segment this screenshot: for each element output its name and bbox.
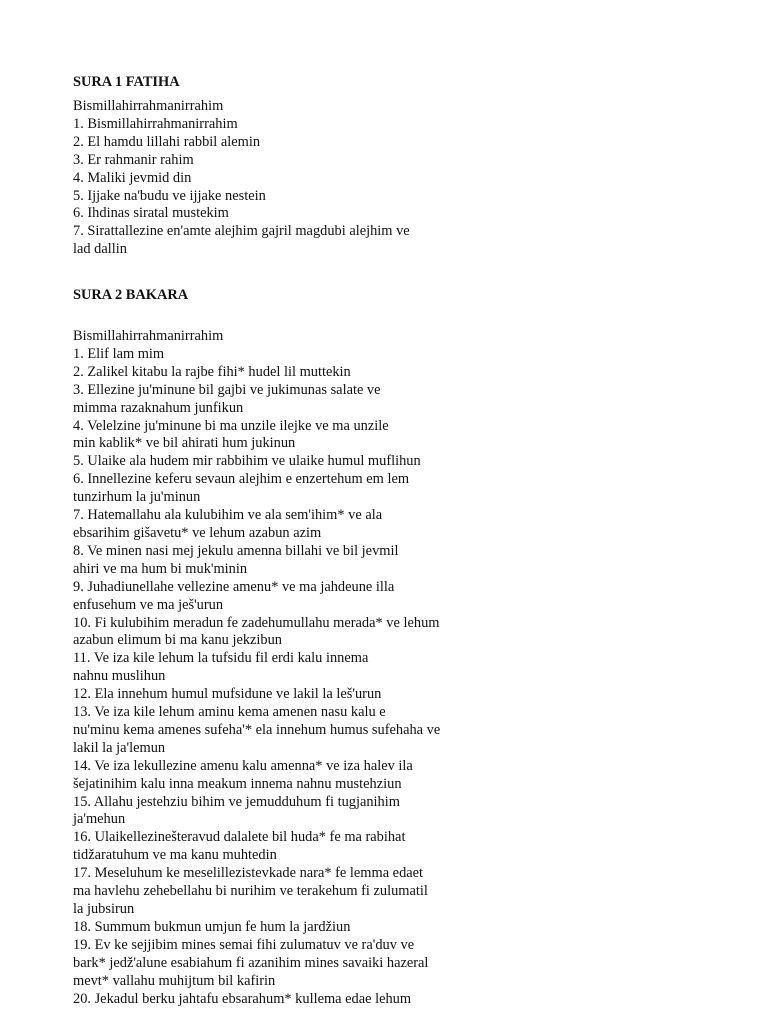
verse-line: ebsarihim gišavetu* ve lehum azabun azim <box>73 524 322 541</box>
verse-line: 5. Ijjake na'budu ve ijjake nestein <box>73 187 266 204</box>
verse-line: nu'minu kema amenes sufeha'* ela innehum humus sufehaha ve <box>73 721 441 738</box>
verse-line: 18. Summum bukmun umjun fe hum la jardžiun <box>73 918 351 935</box>
verse-line: 9. Juhadiunellahe vellezine amenu* ve ma jahdeune illa <box>73 578 395 595</box>
verse-line: min kablik* ve bil ahirati hum jukinun <box>73 435 296 452</box>
sura-2-text <box>73 328 440 1008</box>
verse-line: 10. Fi kulubihim meradun fe zadehumullahu merada* ve lehum <box>73 614 440 631</box>
verse-line: enfusehum ve ma ješ'urun <box>73 596 224 613</box>
verse-line: 1. Elif lam mim <box>73 345 165 362</box>
verse-line: nahnu muslihun <box>73 668 166 685</box>
verse-line: ja'mehun <box>73 811 126 828</box>
verse-line: bark* jedž'alune esabiahum fi azanihim mines savaiki hazeral <box>73 954 429 971</box>
sura-1-heading: SURA 1 FATIHA <box>73 74 180 90</box>
verse-line: 12. Ela innehum humul mufsidune ve lakil la leš'urun <box>73 686 382 703</box>
verse-line: 1. Bismillahirrahmanirrahim <box>73 115 238 132</box>
verse-line: 4. Maliki jevmid din <box>73 169 192 186</box>
verse-line: tunzirhum la ju'minun <box>73 489 201 506</box>
verse-line: Bismillahirrahmanirrahim <box>73 98 224 114</box>
verse-line: 15. Allahu jestehziu bihim ve jemudduhum fi tugjanihim <box>73 793 400 810</box>
verse-line: 3. Er rahmanir rahim <box>73 151 194 168</box>
verse-line: ma havlehu zehebellahu bi nurihim ve terakehum fi zulumatil <box>73 883 428 900</box>
verse-line: 7. Sirattallezine en'amte alejhim gajril magdubi alejhim ve <box>73 223 410 240</box>
verse-line: mevt* vallahu muhijtum bil kafirin <box>73 972 276 989</box>
verse-line: 2. Zalikel kitabu la rajbe fihi* hudel lil muttekin <box>73 363 351 380</box>
verse-line: 19. Ev ke sejjibim mines semai fihi zulumatuv ve ra'duv ve <box>73 936 415 953</box>
verse-line: 16. Ulaikellezinešteravud dalalete bil huda* fe ma rabihat <box>73 829 406 846</box>
verse-line: mimma razaknahum junfikun <box>73 399 244 416</box>
verse-line: lakil la ja'lemun <box>73 739 166 756</box>
verse-line: ahiri ve ma hum bi muk'minin <box>73 560 248 577</box>
verse-line: 3. Ellezine ju'minune bil gajbi ve jukimunas salate ve <box>73 381 381 398</box>
verse-line: 2. El hamdu lillahi rabbil alemin <box>73 133 261 150</box>
verse-line: 6. Innellezine keferu sevaun alejhim e enzertehum em lem <box>73 471 410 488</box>
verse-line: 8. Ve minen nasi mej jekulu amenna billahi ve bil jevmil <box>73 542 399 559</box>
verse-line: 20. Jekadul berku jahtafu ebsarahum* kullema edae lehum <box>73 990 412 1007</box>
verse-line: 7. Hatemallahu ala kulubihim ve ala sem'ihim* ve ala <box>73 507 383 524</box>
sura-2-heading: SURA 2 BAKARA <box>73 287 189 303</box>
verse-line: 6. Ihdinas siratal mustekim <box>73 205 229 222</box>
verse-line: Bismillahirrahmanirrahim <box>73 328 224 344</box>
sura-1-text <box>73 98 410 259</box>
verse-line: lad dallin <box>73 241 127 258</box>
verse-line: 14. Ve iza lekullezine amenu kalu amenna* ve iza halev ila <box>73 757 413 774</box>
verse-line: tidžaratuhum ve ma kanu muhtedin <box>73 847 277 864</box>
verse-line: šejatinihim kalu inna meakum innema nahnu mustehziun <box>73 775 402 792</box>
verse-line: 4. Velelzine ju'minune bi ma unzile ilejke ve ma unzile <box>73 417 389 434</box>
verse-line: la jubsirun <box>73 901 135 917</box>
verse-line: 5. Ulaike ala hudem mir rabbihim ve ulaike humul muflihun <box>73 453 421 470</box>
verse-line: 11. Ve iza kile lehum la tufsidu fil erdi kalu innema <box>73 650 369 667</box>
verse-line: 13. Ve iza kile lehum aminu kema amenen nasu kalu e <box>73 704 386 721</box>
verse-line: azabun elimum bi ma kanu jekzibun <box>73 632 283 649</box>
verse-line: 17. Meseluhum ke meselillezistevkade nara* fe lemma edaet <box>73 865 424 882</box>
